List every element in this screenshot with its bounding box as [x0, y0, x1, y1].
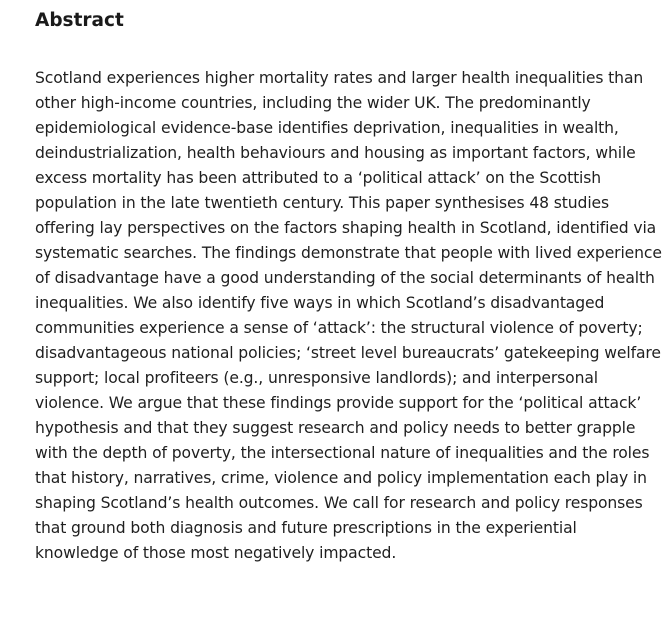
abstract-line: population in the late twentieth century. This paper synthesises 48 studies [35, 194, 610, 212]
abstract-line: that ground both diagnosis and future prescriptions in the experiential [35, 519, 577, 537]
abstract-line: disadvantageous national policies; ‘street level bureaucrats’ gatekeeping welfare [35, 344, 661, 362]
abstract-line: hypothesis and that they suggest research and policy needs to better grapple [35, 419, 636, 437]
abstract-line: inequalities. We also identify five ways in which Scotland’s disadvantaged [35, 294, 605, 312]
abstract-line: with the depth of poverty, the intersectional nature of inequalities and the roles [35, 444, 650, 462]
abstract-line: Scotland experiences higher mortality rates and larger health inequalities than [35, 69, 644, 87]
abstract-line: support; local profiteers (e.g., unresponsive landlords); and interpersonal [35, 369, 598, 387]
abstract-line: knowledge of those most negatively impacted. [35, 544, 397, 562]
abstract-line: systematic searches. The findings demonstrate that people with lived experience [35, 244, 662, 262]
abstract-heading: Abstract [35, 10, 124, 31]
abstract-line: epidemiological evidence-base identifies deprivation, inequalities in wealth, [35, 119, 619, 137]
abstract-line: deindustrialization, health behaviours and housing as important factors, while [35, 144, 636, 162]
abstract-body [35, 66, 663, 566]
abstract-line: of disadvantage have a good understanding of the social determinants of health [35, 269, 655, 287]
abstract-line: offering lay perspectives on the factors shaping health in Scotland, identified via [35, 219, 657, 237]
abstract-line: shaping Scotland’s health outcomes. We call for research and policy responses [35, 494, 643, 512]
abstract-line: that history, narratives, crime, violence and policy implementation each play in [35, 469, 647, 487]
abstract-line: violence. We argue that these findings provide support for the ‘political attack’ [35, 394, 642, 412]
abstract-line: communities experience a sense of ‘attack’: the structural violence of poverty; [35, 319, 643, 337]
abstract-line: excess mortality has been attributed to a ‘political attack’ on the Scottish [35, 169, 602, 187]
abstract-line: other high-income countries, including the wider UK. The predominantly [35, 94, 591, 112]
